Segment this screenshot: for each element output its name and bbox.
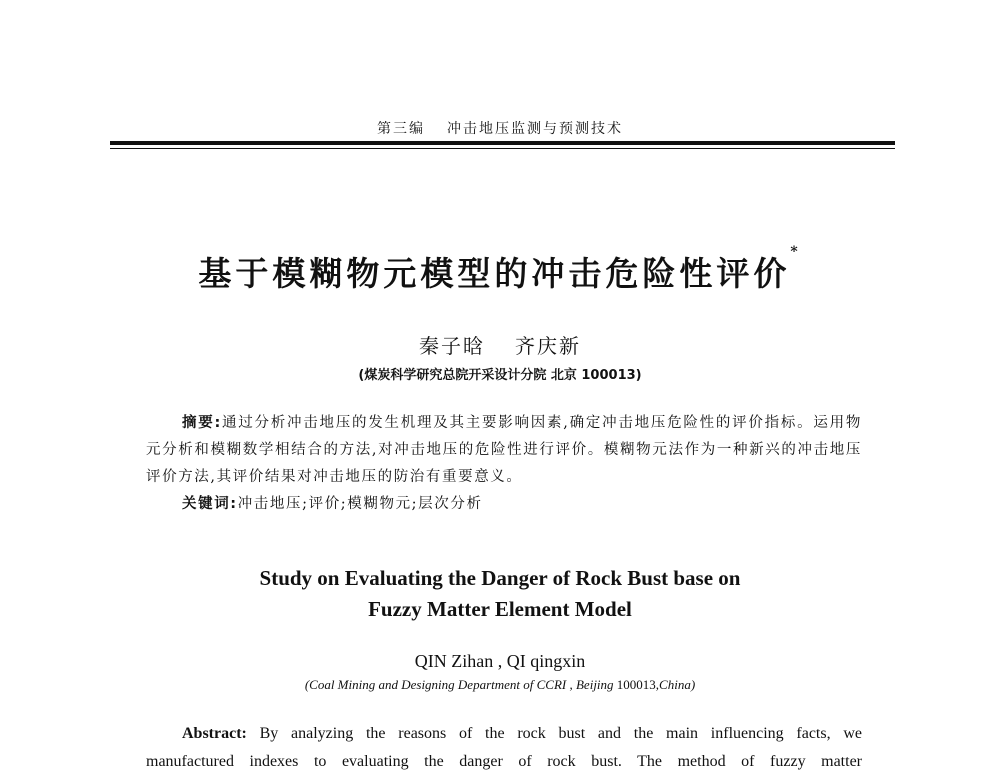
en-abstract-line-2: manufactured indexes to evaluating the danger of rock bust. The method of fuzzy matter <box>146 753 862 770</box>
cn-abstract-label: 摘要: <box>182 415 222 431</box>
cn-author-2: 齐庆新 <box>515 334 581 358</box>
en-affiliation <box>0 677 1000 693</box>
cn-affiliation: (煤炭科学研究总院开采设计分院 北京 100013) <box>358 368 642 383</box>
cn-keywords-text: 冲击地压;评价;模糊物元;层次分析 <box>237 496 483 512</box>
cn-abstract <box>146 410 862 491</box>
running-head-part: 第三编 <box>377 121 425 137</box>
en-affiliation-country: ,China) <box>655 677 696 692</box>
cn-title <box>0 244 1000 295</box>
cn-keywords <box>182 492 862 513</box>
en-abstract-line-1: By analyzing the reasons of the rock bust and the main influencing facts, we <box>259 725 863 742</box>
en-affiliation-code: 100013 <box>616 677 656 692</box>
cn-abstract-text: 通过分析冲击地压的发生机理及其主要影响因素,确定冲击地压危险性的评价指标。运用物元分析和模糊数学相结合的方法,对冲击地压的危险性进行评价。模糊物元法作为一种新兴的冲击地压评价方法,其评价结果对冲击地压的防治有重要意义。 <box>146 415 862 485</box>
cn-title-footnote-mark: * <box>790 244 802 260</box>
en-affiliation-name: (Coal Mining and Designing Department of CCRI , Beijing <box>304 677 614 692</box>
header-rule-thin <box>110 148 895 149</box>
en-title <box>0 563 1000 625</box>
running-head <box>0 118 1000 138</box>
en-authors: QIN Zihan , QI qingxin <box>414 651 586 671</box>
en-title-line-2: Fuzzy Matter Element Model <box>368 597 632 621</box>
en-title-line-1: Study on Evaluating the Danger of Rock Bust base on <box>259 566 741 590</box>
en-abstract <box>146 720 862 776</box>
en-abstract-label: Abstract: <box>182 725 247 742</box>
cn-author-1: 秦子晗 <box>419 334 485 358</box>
cn-keywords-label: 关键词: <box>182 496 238 512</box>
header-rule-thick <box>110 141 895 145</box>
cn-authors <box>0 330 1000 359</box>
running-head-topic: 冲击地压监测与预测技术 <box>447 121 623 137</box>
cn-title-text: 基于模糊物元模型的冲击危险性评价 <box>198 254 791 293</box>
